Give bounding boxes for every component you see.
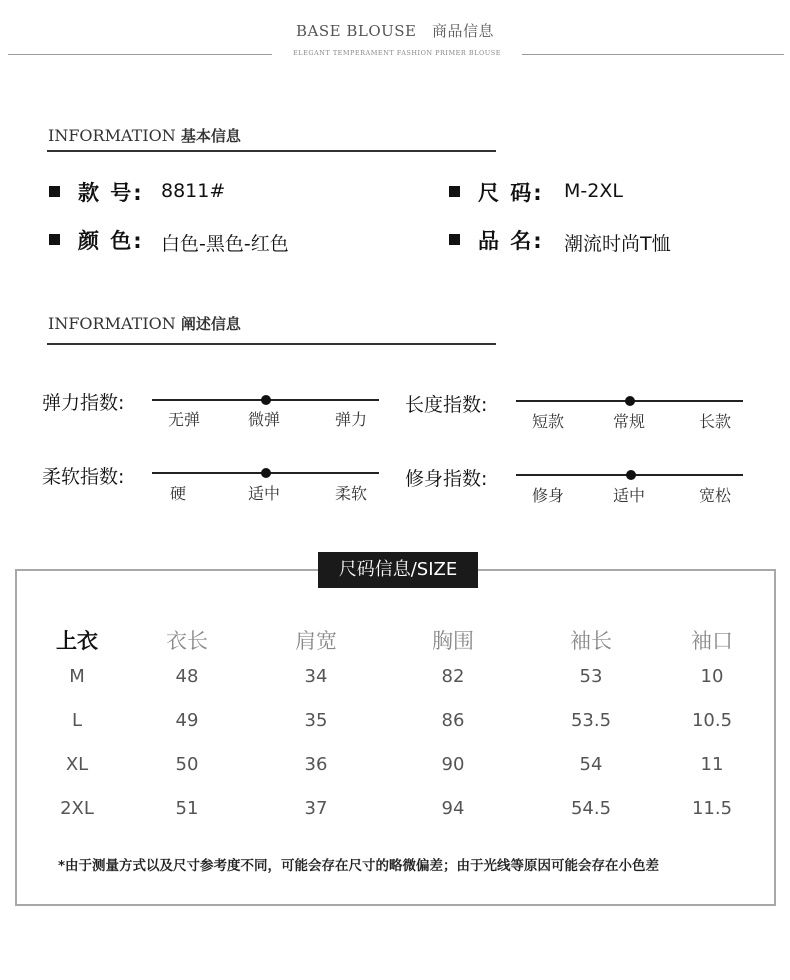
size-cell: 36 (304, 754, 328, 775)
fit-option: 修身 (532, 486, 565, 505)
size-cell: 86 (441, 710, 465, 731)
size-cell: 82 (441, 666, 465, 687)
product-name-value: 潮流时尚T恤 (564, 233, 671, 255)
size-cell: 2XL (60, 798, 94, 819)
softness-option: 适中 (248, 484, 281, 503)
fit-index-label: 修身指数: (405, 468, 488, 490)
size-cell: 10.5 (691, 710, 733, 731)
fit-marker-icon (626, 470, 636, 480)
size-cell: 54 (579, 754, 603, 775)
elasticity-option: 微弹 (248, 410, 281, 429)
size-header-chest: 胸围 (432, 629, 474, 653)
size-header-cuff: 袖口 (691, 629, 733, 653)
size-cell: 51 (175, 798, 199, 819)
style-number-value: 8811# (161, 180, 226, 202)
size-cell: 37 (304, 798, 328, 819)
color-label: 颜 色: (78, 229, 144, 253)
fit-option: 适中 (613, 486, 646, 505)
length-index-label: 长度指数: (405, 394, 488, 416)
desc-info-heading-cn: 阐述信息 (180, 315, 241, 333)
size-cell: 35 (304, 710, 328, 731)
size-cell: XL (65, 754, 89, 775)
size-cell: M (69, 666, 85, 687)
basic-info-heading-en: INFORMATION (48, 126, 176, 145)
size-cell: 53.5 (570, 710, 612, 731)
size-header-length: 衣长 (166, 629, 208, 653)
size-cell: L (71, 710, 83, 731)
size-cell: 90 (441, 754, 465, 775)
bullet-icon (449, 234, 460, 245)
header-subtitle: ELEGANT TEMPERAMENT FASHION PRIMER BLOUSE (293, 49, 501, 57)
size-disclaimer-note: *由于测量方式以及尺寸参考度不同，可能会存在尺寸的略微偏差；由于光线等原因可能会存在小色差 (58, 858, 660, 874)
bullet-icon (449, 186, 460, 197)
elasticity-index-label: 弹力指数: (42, 392, 125, 414)
softness-marker-icon (261, 468, 271, 478)
basic-info-heading-cn: 基本信息 (180, 127, 241, 145)
size-chart-badge: 尺码信息/SIZE (318, 552, 478, 588)
bullet-icon (49, 186, 60, 197)
header-divider-left (8, 54, 272, 55)
color-value: 白色-黑色-红色 (161, 233, 289, 255)
size-header-sleeve: 袖长 (570, 629, 612, 653)
desc-info-heading (48, 313, 241, 334)
length-option: 常规 (613, 412, 646, 431)
length-option: 长款 (699, 412, 732, 431)
elasticity-option: 无弹 (168, 410, 201, 429)
length-marker-icon (625, 396, 635, 406)
fit-option: 宽松 (699, 486, 732, 505)
softness-option: 硬 (170, 484, 187, 503)
size-cell: 49 (175, 710, 199, 731)
product-name-label: 品 名: (478, 229, 544, 253)
style-number-label: 款 号: (78, 181, 144, 205)
header-divider-right (522, 54, 784, 55)
basic-info-heading (48, 125, 241, 146)
softness-option: 柔软 (335, 484, 368, 503)
size-cell: 53 (579, 666, 603, 687)
size-cell: 34 (304, 666, 328, 687)
desc-info-underline (47, 343, 496, 345)
size-cell: 10 (700, 666, 724, 687)
size-cell: 11 (700, 754, 724, 775)
header-title: BASE BLOUSE 商品信息 (296, 22, 494, 40)
basic-info-underline (47, 150, 496, 152)
bullet-icon (49, 234, 60, 245)
size-header-garment: 上衣 (56, 629, 98, 653)
size-cell: 54.5 (570, 798, 612, 819)
elasticity-option: 弹力 (335, 410, 368, 429)
elasticity-marker-icon (261, 395, 271, 405)
softness-index-label: 柔软指数: (42, 466, 125, 488)
size-cell: 48 (175, 666, 199, 687)
size-header-shoulder: 肩宽 (295, 629, 337, 653)
size-cell: 50 (175, 754, 199, 775)
size-range-value: M-2XL (564, 180, 623, 202)
size-range-label: 尺 码: (478, 181, 544, 205)
desc-info-heading-en: INFORMATION (48, 314, 176, 333)
length-option: 短款 (532, 412, 565, 431)
size-cell: 11.5 (691, 798, 733, 819)
size-cell: 94 (441, 798, 465, 819)
